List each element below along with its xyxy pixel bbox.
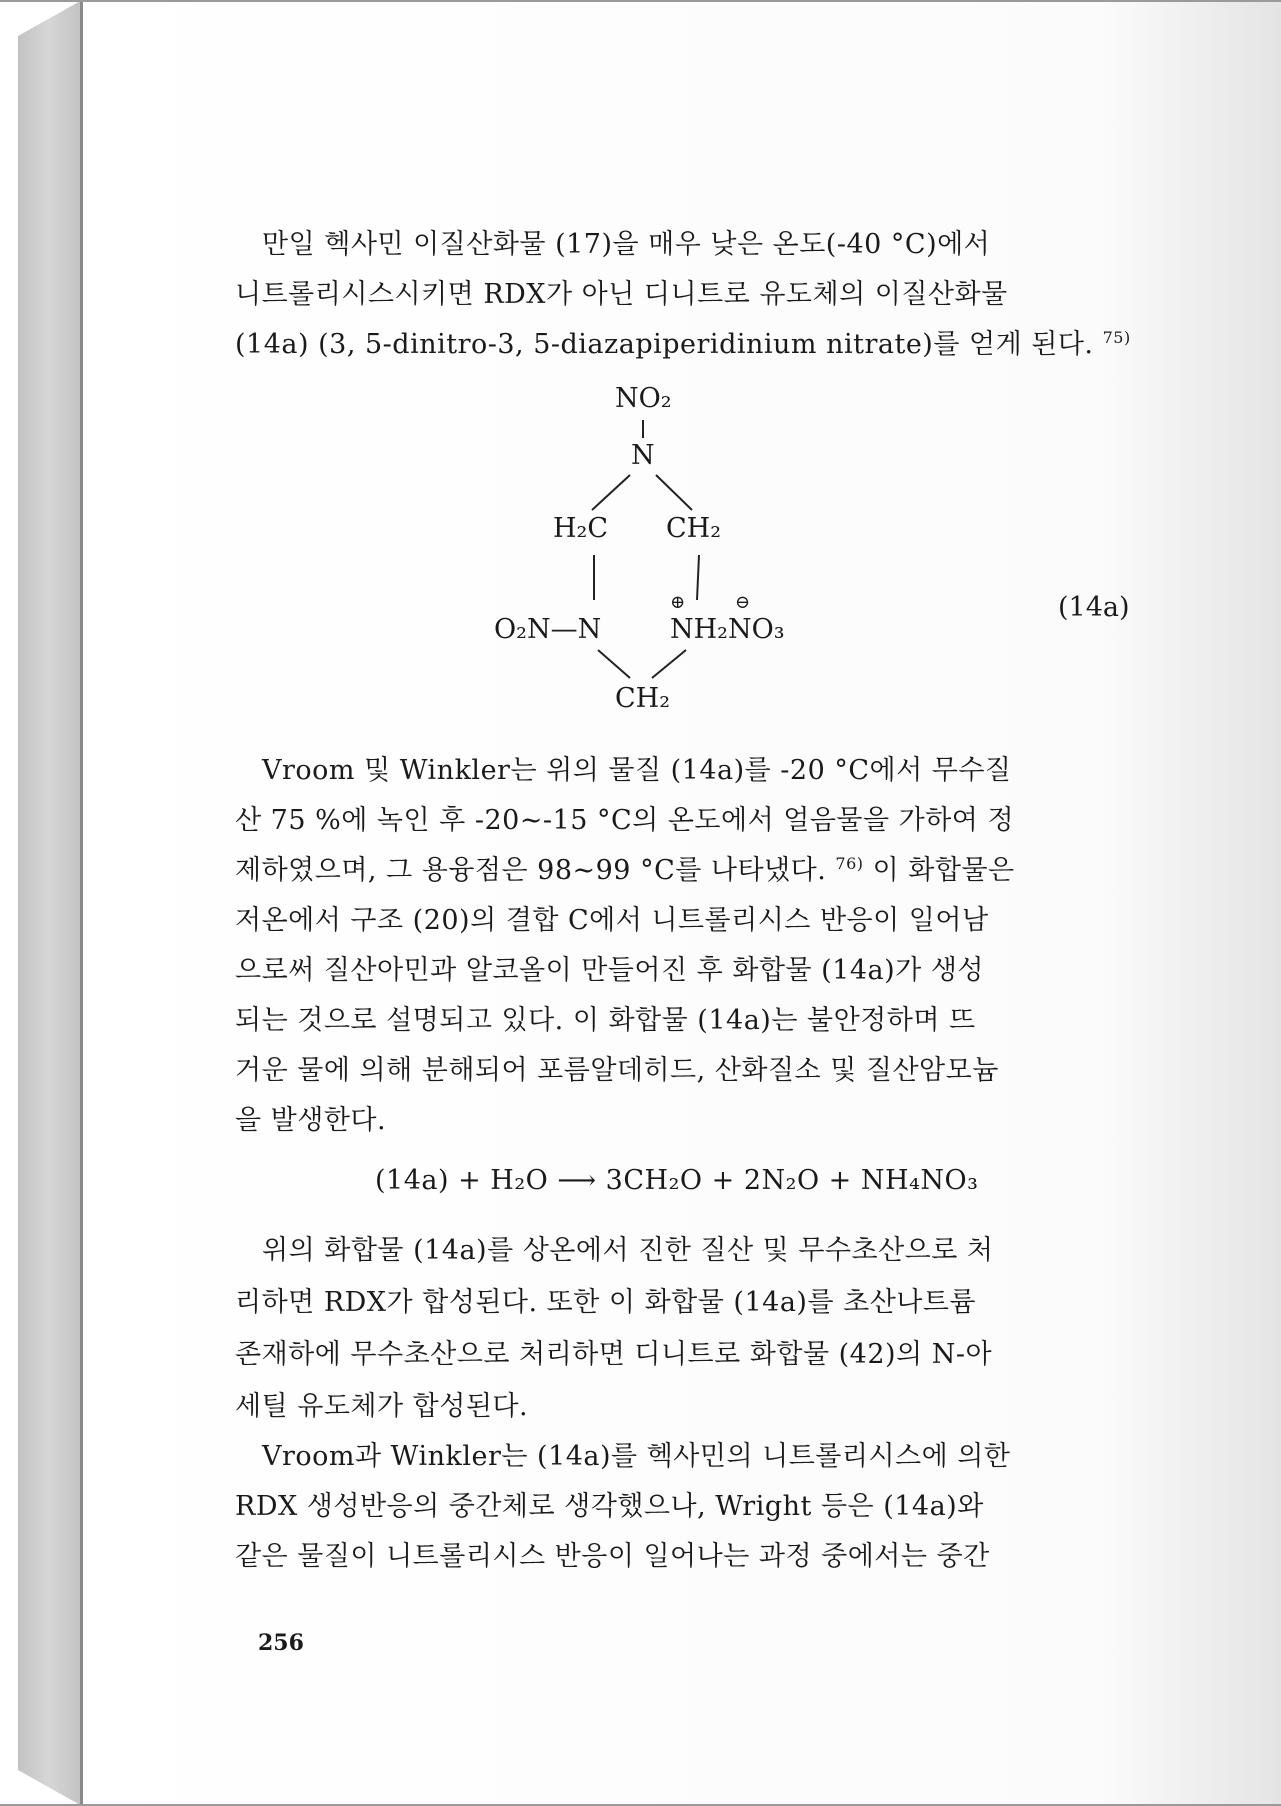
text-line: 같은 물질이 니트롤리시스 반응이 일어나는 과정 중에서는 중간 [235, 1541, 990, 1572]
methylene-bottom: CH₂ [615, 683, 671, 714]
text-line: 존재하에 무수초산으로 처리하면 디니트로 화합물 (42)의 N-아 [235, 1339, 993, 1370]
bond-left-bottom [598, 650, 630, 678]
text-line: 산 75 %에 녹인 후 -20∼-15 °C의 온도에서 얼음물을 가하여 정 [235, 805, 1015, 836]
plus-charge: ⊕ [670, 592, 686, 613]
text-line: RDX 생성반응의 중간체로 생각했으나, Wright 등은 (14a)와 [235, 1491, 984, 1522]
text-span: 이 화합물은 [872, 855, 1015, 886]
nitramine-left: O₂N—N [494, 614, 602, 645]
nitro-group-top: NO₂ [615, 383, 672, 414]
footnote-ref: 76) [835, 854, 864, 873]
compound-label: (14a) [1058, 592, 1130, 623]
text-line: 니트롤리시스시키면 RDX가 아닌 디니트로 유도체의 이질산화물 [235, 279, 1008, 310]
methylene-left: H₂C [553, 513, 609, 544]
methylene-right: CH₂ [666, 513, 722, 544]
text-span: 제하였으며, 그 용융점은 98∼99 °C를 나타냈다. [235, 855, 827, 886]
text-line: 되는 것으로 설명되고 있다. 이 화합물 (14a)는 불안정하며 뜨 [235, 1005, 976, 1036]
text-line: 세틸 유도체가 합성된다. [235, 1391, 529, 1422]
reaction-equation: (14a) + H₂O ⟶ 3CH₂O + 2N₂O + NH₄NO₃ [375, 1165, 979, 1196]
text-line: 으로써 질산아민과 알코올이 만들어진 후 화합물 (14a)가 생성 [235, 955, 984, 986]
text-line: Vroom 및 Winkler는 위의 물질 (14a)를 -20 °C에서 무수질 [262, 755, 1012, 786]
text-line: 을 발생한다. [235, 1105, 387, 1136]
footnote-ref: 75) [1102, 328, 1131, 347]
text-line [235, 848, 1015, 887]
bond-right-vertical [697, 555, 699, 600]
minus-charge: ⊖ [735, 592, 751, 613]
text-line: 거운 물에 의해 분해되어 포름알데히드, 산화질소 및 질산암모늄 [235, 1055, 999, 1086]
text-line: 위의 화합물 (14a)를 상온에서 진한 질산 및 무수초산으로 처 [262, 1235, 994, 1266]
bond-n-left [592, 475, 630, 510]
page-number: 256 [258, 1630, 304, 1656]
text-span: (14a) (3, 5-dinitro-3, 5-diazapiperidinium nitrate)를 얻게 된다. [235, 329, 1094, 360]
bond-right-bottom [652, 650, 686, 678]
nitrogen-top: N [631, 440, 655, 471]
text-line: 저온에서 구조 (20)의 결합 C에서 니트롤리시스 반응이 일어남 [235, 905, 989, 936]
ammonium-nitrate: NH₂NO₃ [670, 614, 785, 645]
text-line: 만일 헥사민 이질산화물 (17)을 매우 낮은 온도(-40 °C)에서 [262, 229, 991, 260]
bond-n-right [656, 475, 692, 510]
text-line: Vroom과 Winkler는 (14a)를 헥사민의 니트롤리시스에 의한 [262, 1441, 1011, 1472]
text-line: 리하면 RDX가 합성된다. 또한 이 화합물 (14a)를 초산나트륨 [235, 1287, 977, 1318]
